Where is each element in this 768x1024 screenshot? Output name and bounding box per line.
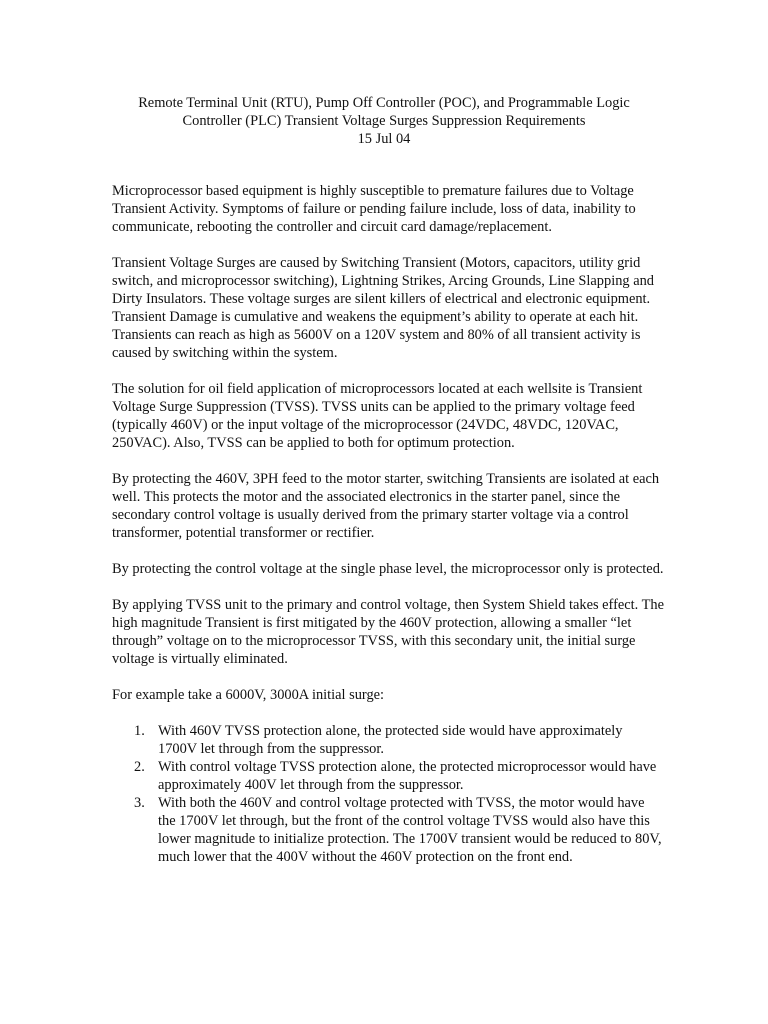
paragraph-control-voltage: By protecting the control voltage at the single phase level, the microprocessor only is protected. [112,561,664,577]
document-title [80,94,688,148]
title-line-2: Controller (PLC) Transient Voltage Surges Suppression Requirements [182,113,586,129]
list-item-text: With control voltage TVSS protection alone, the protected microprocessor would have approximately 400V let through from the suppressor. [158,759,657,793]
paragraph-tvss-solution: The solution for oil field application of microprocessors located at each wellsite is Transient Voltage Surge Suppression (TVSS). TVSS units can be applied to the primary voltage feed (typically 460V) or the input voltage of the microprocessor (24VDC, 48VDC, 120VAC, 250VAC). Also, TVSS can be applied to both for optimum protection. [112,381,643,451]
paragraph-system-shield: By applying TVSS unit to the primary and control voltage, then System Shield takes effect. The high magnitude Transient is first mitigated by the 460V protection, allowing a smaller “let through” voltage on to the microprocessor TVSS, with this secondary unit, the initial surge voltage is virtually eliminated. [112,597,664,667]
list-item-number: 3. [134,795,145,811]
list-item [112,758,664,794]
document-date: 15 Jul 04 [357,131,411,147]
list-item-number: 2. [134,759,145,775]
list-item [112,722,664,758]
paragraph-surge-causes: Transient Voltage Surges are caused by Switching Transient (Motors, capacitors, utility grid switch, and microprocessor switching), Lightning Strikes, Arcing Grounds, Line Slapping and Dirty Insulators. These voltage surges are silent killers of electrical and electronic equipment. Transient Damage is cumulative and weakens the equipment’s ability to operate at each hit. Transients can reach as high as 5600V on a 120V system and 80% of all transient activity is caused by switching within the system. [112,255,654,361]
paragraph-460v-protection: By protecting the 460V, 3PH feed to the motor starter, switching Transients are isolated at each well. This protects the motor and the associated electronics in the starter panel, since the secondary control voltage is usually derived from the primary starter voltage via a control transformer, potential transformer or rectifier. [112,471,660,541]
title-line-1: Remote Terminal Unit (RTU), Pump Off Controller (POC), and Programmable Logic [138,95,630,111]
list-item-text: With both the 460V and control voltage protected with TVSS, the motor would have the 1700V let through, but the front of the control voltage TVSS would also have this lower magnitude to initialize protection. The 1700V transient would be reduced to 80V, much lower that the 400V without the 460V protection on the front end. [158,795,662,865]
document-body [112,182,664,866]
example-list [112,722,664,866]
paragraph-example-intro: For example take a 6000V, 3000A initial surge: [112,687,385,703]
paragraph-susceptibility: Microprocessor based equipment is highly susceptible to premature failures due to Voltage Transient Activity. Symptoms of failure or pending failure include, loss of data, inability to communicate, rebooting the controller and circuit card damage/replacement. [112,183,636,235]
list-item-number: 1. [134,723,145,739]
list-item [112,794,664,866]
list-item-text: With 460V TVSS protection alone, the protected side would have approximately 1700V let through from the suppressor. [158,723,623,757]
